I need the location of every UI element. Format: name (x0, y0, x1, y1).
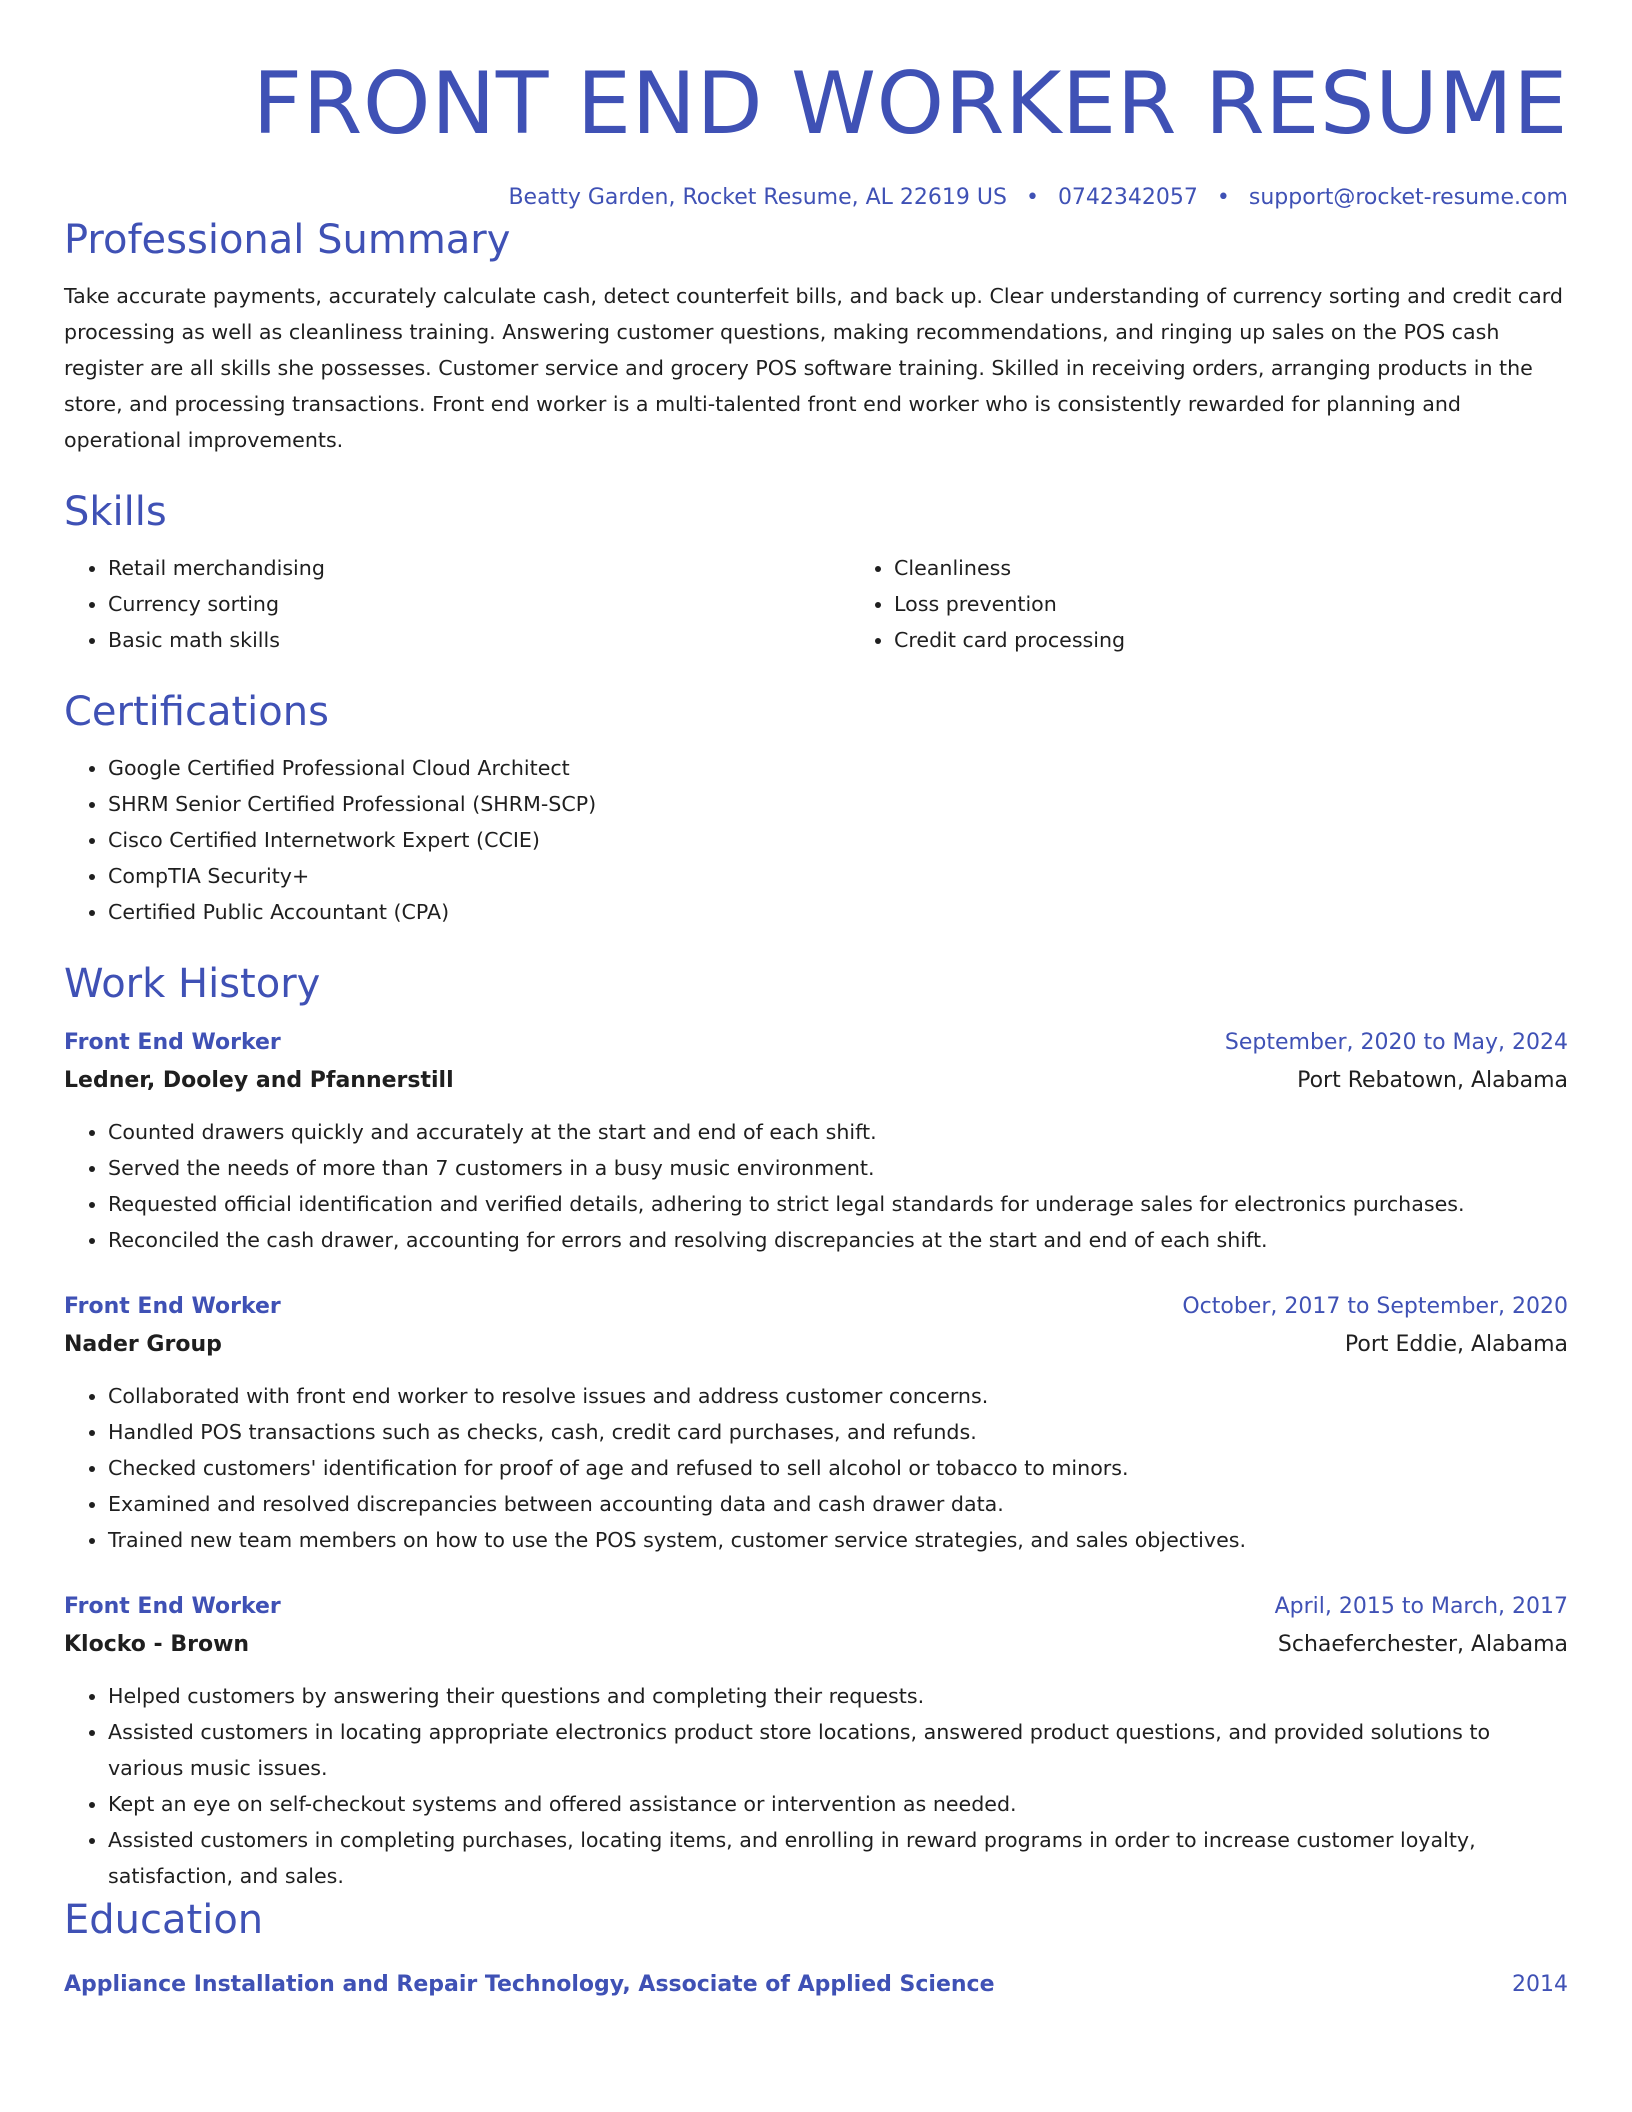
work-history-heading: Work History (64, 961, 321, 1007)
bullet-separator: • (1025, 185, 1039, 210)
job-company: Nader Group (64, 1332, 222, 1357)
job-header-row (64, 1288, 1568, 1326)
skill-item: • Currency sorting (108, 586, 850, 622)
skill-item: • Cleanliness (894, 550, 1632, 586)
job-duty: • Examined and resolved discrepancies between accounting data and cash drawer data. (108, 1486, 1568, 1522)
job-company-row (64, 1062, 1568, 1100)
job-company-row (64, 1326, 1568, 1364)
education-section (64, 1894, 1568, 2004)
education-degree: Appliance Installation and Repair Technology, Associate of Applied Science (64, 1972, 995, 1997)
skill-item: • Retail merchandising (108, 550, 850, 586)
job-header-row (64, 1588, 1568, 1626)
job-dates: October, 2017 to September, 2020 (1182, 1294, 1568, 1319)
resume-content (64, 0, 1568, 2004)
skills-list-right (850, 550, 1632, 658)
skill-item: • Loss prevention (894, 586, 1632, 622)
job-dates: September, 2020 to May, 2024 (1224, 1030, 1568, 1055)
job-entry (64, 1588, 1568, 1894)
certifications-heading: Certifications (64, 689, 329, 735)
certifications-list (64, 750, 1568, 930)
job-duty: • Reconciled the cash drawer, accounting for errors and resolving discrepancies at the start and end of each shift. (108, 1222, 1568, 1258)
contact-line (64, 182, 1568, 214)
job-title: Front End Worker (64, 1594, 281, 1619)
resume-title: FRONT END WORKER RESUME (252, 54, 1568, 154)
skills-grid (64, 550, 1568, 658)
skills-list-left (64, 550, 850, 658)
certifications-section (64, 686, 1568, 930)
job-company: Ledner, Dooley and Pfannerstill (64, 1068, 454, 1093)
job-duty: • Kept an eye on self-checkout systems and offered assistance or intervention as needed. (108, 1786, 1568, 1822)
contact-email: support@rocket-resume.com (1248, 185, 1568, 210)
job-duty: • Requested official identification and verified details, adhering to strict legal standards for underage sales for electronics purchases. (108, 1186, 1568, 1222)
work-history-section (64, 958, 1568, 1894)
skill-item: • Basic math skills (108, 622, 850, 658)
job-duty: • Trained new team members on how to use the POS system, customer service strategies, and sales objectives. (108, 1522, 1568, 1558)
job-duty: • Collaborated with front end worker to resolve issues and address customer concerns. (108, 1378, 1568, 1414)
job-duty: • Checked customers' identification for proof of age and refused to sell alcohol or tobacco to minors. (108, 1450, 1568, 1486)
job-duty: • Assisted customers in locating appropriate electronics product store locations, answered product questions, and provided solutions to various music issues. (108, 1714, 1568, 1786)
contact-phone: 0742342057 (1057, 185, 1198, 210)
summary-text: Take accurate payments, accurately calculate cash, detect counterfeit bills, and back up. Clear understanding of currency sorting and credit card processing as well as cleanliness training. Answering customer questions, making recommendations, and ringing up sales on the POS cash register are all skills she possesses. Customer service and grocery POS software training. Skilled in receiving orders, arranging products in the store, and processing transactions. Front end worker is a multi-talented front end worker who is consistently rewarded for planning and operational improvements. (64, 284, 1563, 452)
summary-heading: Professional Summary (64, 217, 511, 263)
job-location: Port Rebatown, Alabama (1297, 1068, 1568, 1093)
job-company: Klocko - Brown (64, 1632, 250, 1657)
job-company-row (64, 1626, 1568, 1664)
education-row (64, 1966, 1568, 2004)
job-title: Front End Worker (64, 1294, 281, 1319)
certification-item: • Cisco Certified Internetwork Expert (CCIE) (108, 822, 1568, 858)
skills-section (64, 486, 1568, 658)
summary-section (64, 214, 1568, 458)
certification-item: • Google Certified Professional Cloud Architect (108, 750, 1568, 786)
education-heading: Education (64, 1897, 264, 1943)
job-title: Front End Worker (64, 1030, 281, 1055)
job-duty: • Handled POS transactions such as checks, cash, credit card purchases, and refunds. (108, 1414, 1568, 1450)
bullet-separator: • (1216, 185, 1230, 210)
contact-address: Beatty Garden, Rocket Resume, AL 22619 US (508, 185, 1007, 210)
education-year: 2014 (1512, 1972, 1568, 1997)
job-entry (64, 1288, 1568, 1558)
certification-item: • CompTIA Security+ (108, 858, 1568, 894)
skills-heading: Skills (64, 489, 167, 535)
job-duties-list (64, 1678, 1568, 1894)
job-entry (64, 1024, 1568, 1258)
certification-item: • SHRM Senior Certified Professional (SHRM-SCP) (108, 786, 1568, 822)
job-dates: April, 2015 to March, 2017 (1274, 1594, 1568, 1619)
job-header-row (64, 1024, 1568, 1062)
job-location: Schaeferchester, Alabama (1277, 1632, 1568, 1657)
job-location: Port Eddie, Alabama (1344, 1332, 1568, 1357)
job-duty: • Assisted customers in completing purchases, locating items, and enrolling in reward programs in order to increase customer loyalty, satisfaction, and sales. (108, 1822, 1568, 1894)
skill-item: • Credit card processing (894, 622, 1632, 658)
job-duty: • Helped customers by answering their questions and completing their requests. (108, 1678, 1568, 1714)
job-duty: • Counted drawers quickly and accurately at the start and end of each shift. (108, 1114, 1568, 1150)
job-duties-list (64, 1378, 1568, 1558)
job-duty: • Served the needs of more than 7 customers in a busy music environment. (108, 1150, 1568, 1186)
job-duties-list (64, 1114, 1568, 1258)
certification-item: • Certified Public Accountant (CPA) (108, 894, 1568, 930)
